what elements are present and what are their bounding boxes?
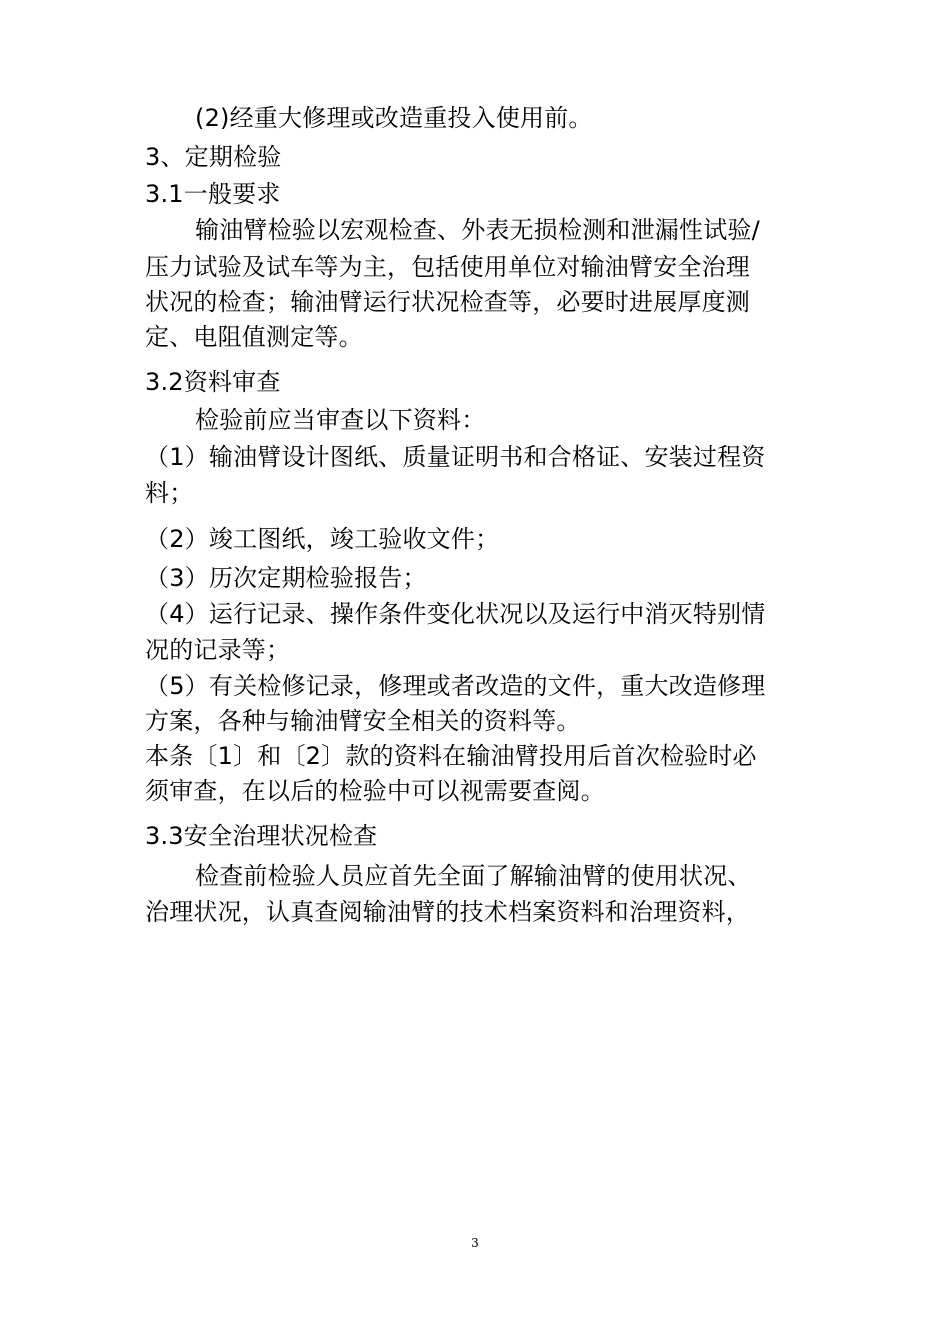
list-item-line: 料； xyxy=(145,479,194,507)
paragraph-line: 定、电阻值测定等。 xyxy=(145,323,363,351)
subsection-heading: 3.3安全治理状况检查 xyxy=(145,822,378,850)
list-item-line: 方案，各种与输油臂安全相关的资料等。 xyxy=(145,707,581,735)
list-item-line: （1）输油臂设计图纸、质量证明书和合格证、安装过程资 xyxy=(145,443,766,471)
list-item-line: （5）有关检修记录，修理或者改造的文件，重大改造修理 xyxy=(145,672,766,700)
text-line: (2)经重大修理或改造重投入使用前。 xyxy=(195,104,593,132)
paragraph-line: 检验前应当审查以下资料： xyxy=(195,406,486,434)
paragraph-line: 输油臂检验以宏观检查、外表无损检测和泄漏性试验/ xyxy=(195,216,760,244)
paragraph-line: 检查前检验人员应首先全面了解输油臂的使用状况、 xyxy=(195,862,752,890)
subsection-heading: 3.2资料审查 xyxy=(145,368,281,396)
subsection-heading: 3.1一般要求 xyxy=(145,180,281,208)
paragraph-line: 压力试验及试车等为主，包括使用单位对输油臂安全治理 xyxy=(145,253,750,281)
paragraph-line: 本条〔1〕和〔2〕款的资料在输油臂投用后首次检验时必 xyxy=(145,742,757,770)
list-item-line: 况的记录等； xyxy=(145,636,291,664)
list-item-line: （3）历次定期检验报告； xyxy=(145,564,427,592)
paragraph-line: 须审查，在以后的检验中可以视需要查阅。 xyxy=(145,777,605,805)
section-heading: 3、定期检验 xyxy=(145,143,282,171)
paragraph-line: 状况的检查；输油臂运行状况检查等，必要时进展厚度测 xyxy=(145,288,750,316)
paragraph-line: 治理状况，认真查阅输油臂的技术档案资料和治理资料， xyxy=(145,898,750,926)
list-item-line: （2）竣工图纸，竣工验收文件； xyxy=(145,525,500,553)
list-item-line: （4）运行记录、操作条件变化状况以及运行中消灭特别情 xyxy=(145,600,766,628)
page-number: 3 xyxy=(471,1236,479,1250)
